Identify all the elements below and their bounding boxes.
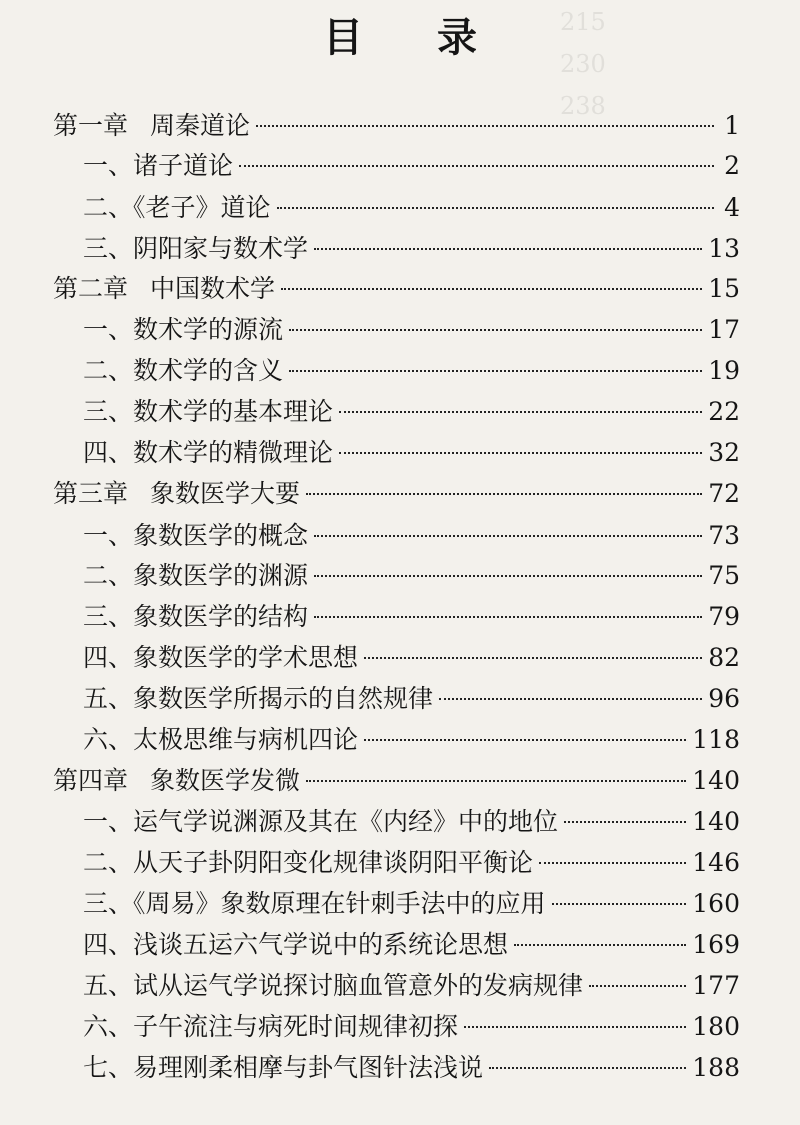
section-title: 五、试从运气学说探讨脑血管意外的发病规律 [83,971,584,1000]
page-number: 82 [708,643,740,672]
page-number: 180 [692,1012,740,1041]
chapter-title: 象数医学大要 [150,479,301,508]
toc-chapter-entry[interactable] [53,106,740,146]
section-title: 一、数术学的源流 [83,315,284,344]
page-number: 17 [708,315,740,344]
section-title: 四、数术学的精微理论 [83,438,334,467]
toc-section-entry[interactable] [83,351,740,391]
toc-section-entry[interactable] [83,1007,740,1047]
leader-dots [364,738,686,741]
leader-dots [464,1025,686,1028]
section-title: 六、子午流注与病死时间规律初探 [83,1012,459,1041]
page-number: 73 [708,521,740,550]
section-title: 四、浅谈五运六气学说中的系统论思想 [83,930,509,959]
toc-section-entry[interactable] [83,720,740,760]
leader-dots [277,206,714,209]
leader-dots [289,328,702,331]
page-number: 160 [692,889,740,918]
leader-dots [364,656,702,659]
page-number: 4 [724,193,740,222]
section-title: 二、《老子》道论 [83,193,271,222]
section-title: 六、太极思维与病机四论 [83,725,359,754]
toc-section-entry[interactable] [83,597,740,637]
toc-chapter-entry[interactable] [53,761,740,801]
leader-dots [539,861,686,864]
toc-section-entry[interactable] [83,802,740,842]
leader-dots [439,697,702,700]
leader-dots [256,124,714,127]
page-number: 96 [708,684,740,713]
leader-dots [339,451,702,454]
chapter-number: 第一章 [53,111,129,140]
toc-section-entry[interactable] [83,843,740,883]
leader-dots [239,164,714,167]
page-number: 118 [692,725,740,754]
section-title: 二、数术学的含义 [83,356,284,385]
toc-section-entry[interactable] [83,188,740,228]
page-number: 19 [708,356,740,385]
leader-dots [314,534,702,537]
chapter-number: 第四章 [53,766,129,795]
toc-section-entry[interactable] [83,884,740,924]
leader-dots [514,943,686,946]
chapter-title: 中国数术学 [150,274,276,303]
page-title: 目 录 [323,15,507,61]
toc-label [53,269,275,309]
bleed-through-text: 230 [560,50,606,78]
leader-dots [314,574,702,577]
page-number: 177 [692,971,740,1000]
chapter-number: 第三章 [53,479,129,508]
toc-label [53,474,300,514]
page-number: 79 [708,602,740,631]
toc-label [53,106,250,146]
section-title: 一、运气学说渊源及其在《内经》中的地位 [83,807,559,836]
toc-section-entry[interactable] [83,146,740,186]
section-title: 一、诸子道论 [83,151,234,180]
section-title: 三、《周易》象数原理在针刺手法中的应用 [83,889,546,918]
page-number: 1 [724,111,740,140]
leader-dots [281,287,702,290]
page-number: 188 [692,1053,740,1082]
page-number: 13 [708,234,740,263]
toc-section-entry[interactable] [83,556,740,596]
section-title: 五、象数医学所揭示的自然规律 [83,684,434,713]
page-number: 140 [692,807,740,836]
toc-chapter-entry[interactable] [53,269,740,309]
page-number: 15 [708,274,740,303]
leader-dots [589,984,686,987]
chapter-title: 象数医学发微 [150,766,301,795]
page-number: 140 [692,766,740,795]
toc-section-entry[interactable] [83,433,740,473]
section-title: 四、象数医学的学术思想 [83,643,359,672]
page-number: 72 [708,479,740,508]
section-title: 二、象数医学的渊源 [83,561,309,590]
bleed-through-text: 238 [560,92,606,120]
leader-dots [339,410,702,413]
leader-dots [314,615,702,618]
leader-dots [306,492,702,495]
chapter-title: 周秦道论 [150,111,251,140]
leader-dots [552,902,687,905]
leader-dots [314,247,702,250]
toc-section-entry[interactable] [83,925,740,965]
toc-section-entry[interactable] [83,229,740,269]
leader-dots [564,820,686,823]
section-title: 一、象数医学的概念 [83,521,309,550]
leader-dots [489,1066,686,1069]
page-number: 146 [692,848,740,877]
toc-section-entry[interactable] [83,638,740,678]
page-number: 169 [692,930,740,959]
bleed-through-text: 215 [560,8,606,36]
leader-dots [306,779,686,782]
section-title: 三、阴阳家与数术学 [83,234,309,263]
section-title: 三、象数医学的结构 [83,602,309,631]
toc-section-entry[interactable] [83,966,740,1006]
toc-chapter-entry[interactable] [53,474,740,514]
page-number: 75 [708,561,740,590]
page-number: 22 [708,397,740,426]
toc-section-entry[interactable] [83,679,740,719]
section-title: 七、易理刚柔相摩与卦气图针法浅说 [83,1053,484,1082]
toc-section-entry[interactable] [83,310,740,350]
toc-section-entry[interactable] [83,516,740,556]
toc-section-entry[interactable] [83,392,740,432]
leader-dots [289,369,702,372]
page-number: 2 [724,151,740,180]
chapter-number: 第二章 [53,274,129,303]
page-number: 32 [708,438,740,467]
section-title: 三、数术学的基本理论 [83,397,334,426]
section-title: 二、从天子卦阴阳变化规律谈阴阳平衡论 [83,848,534,877]
toc-label [53,761,300,801]
toc-section-entry[interactable] [83,1048,740,1088]
